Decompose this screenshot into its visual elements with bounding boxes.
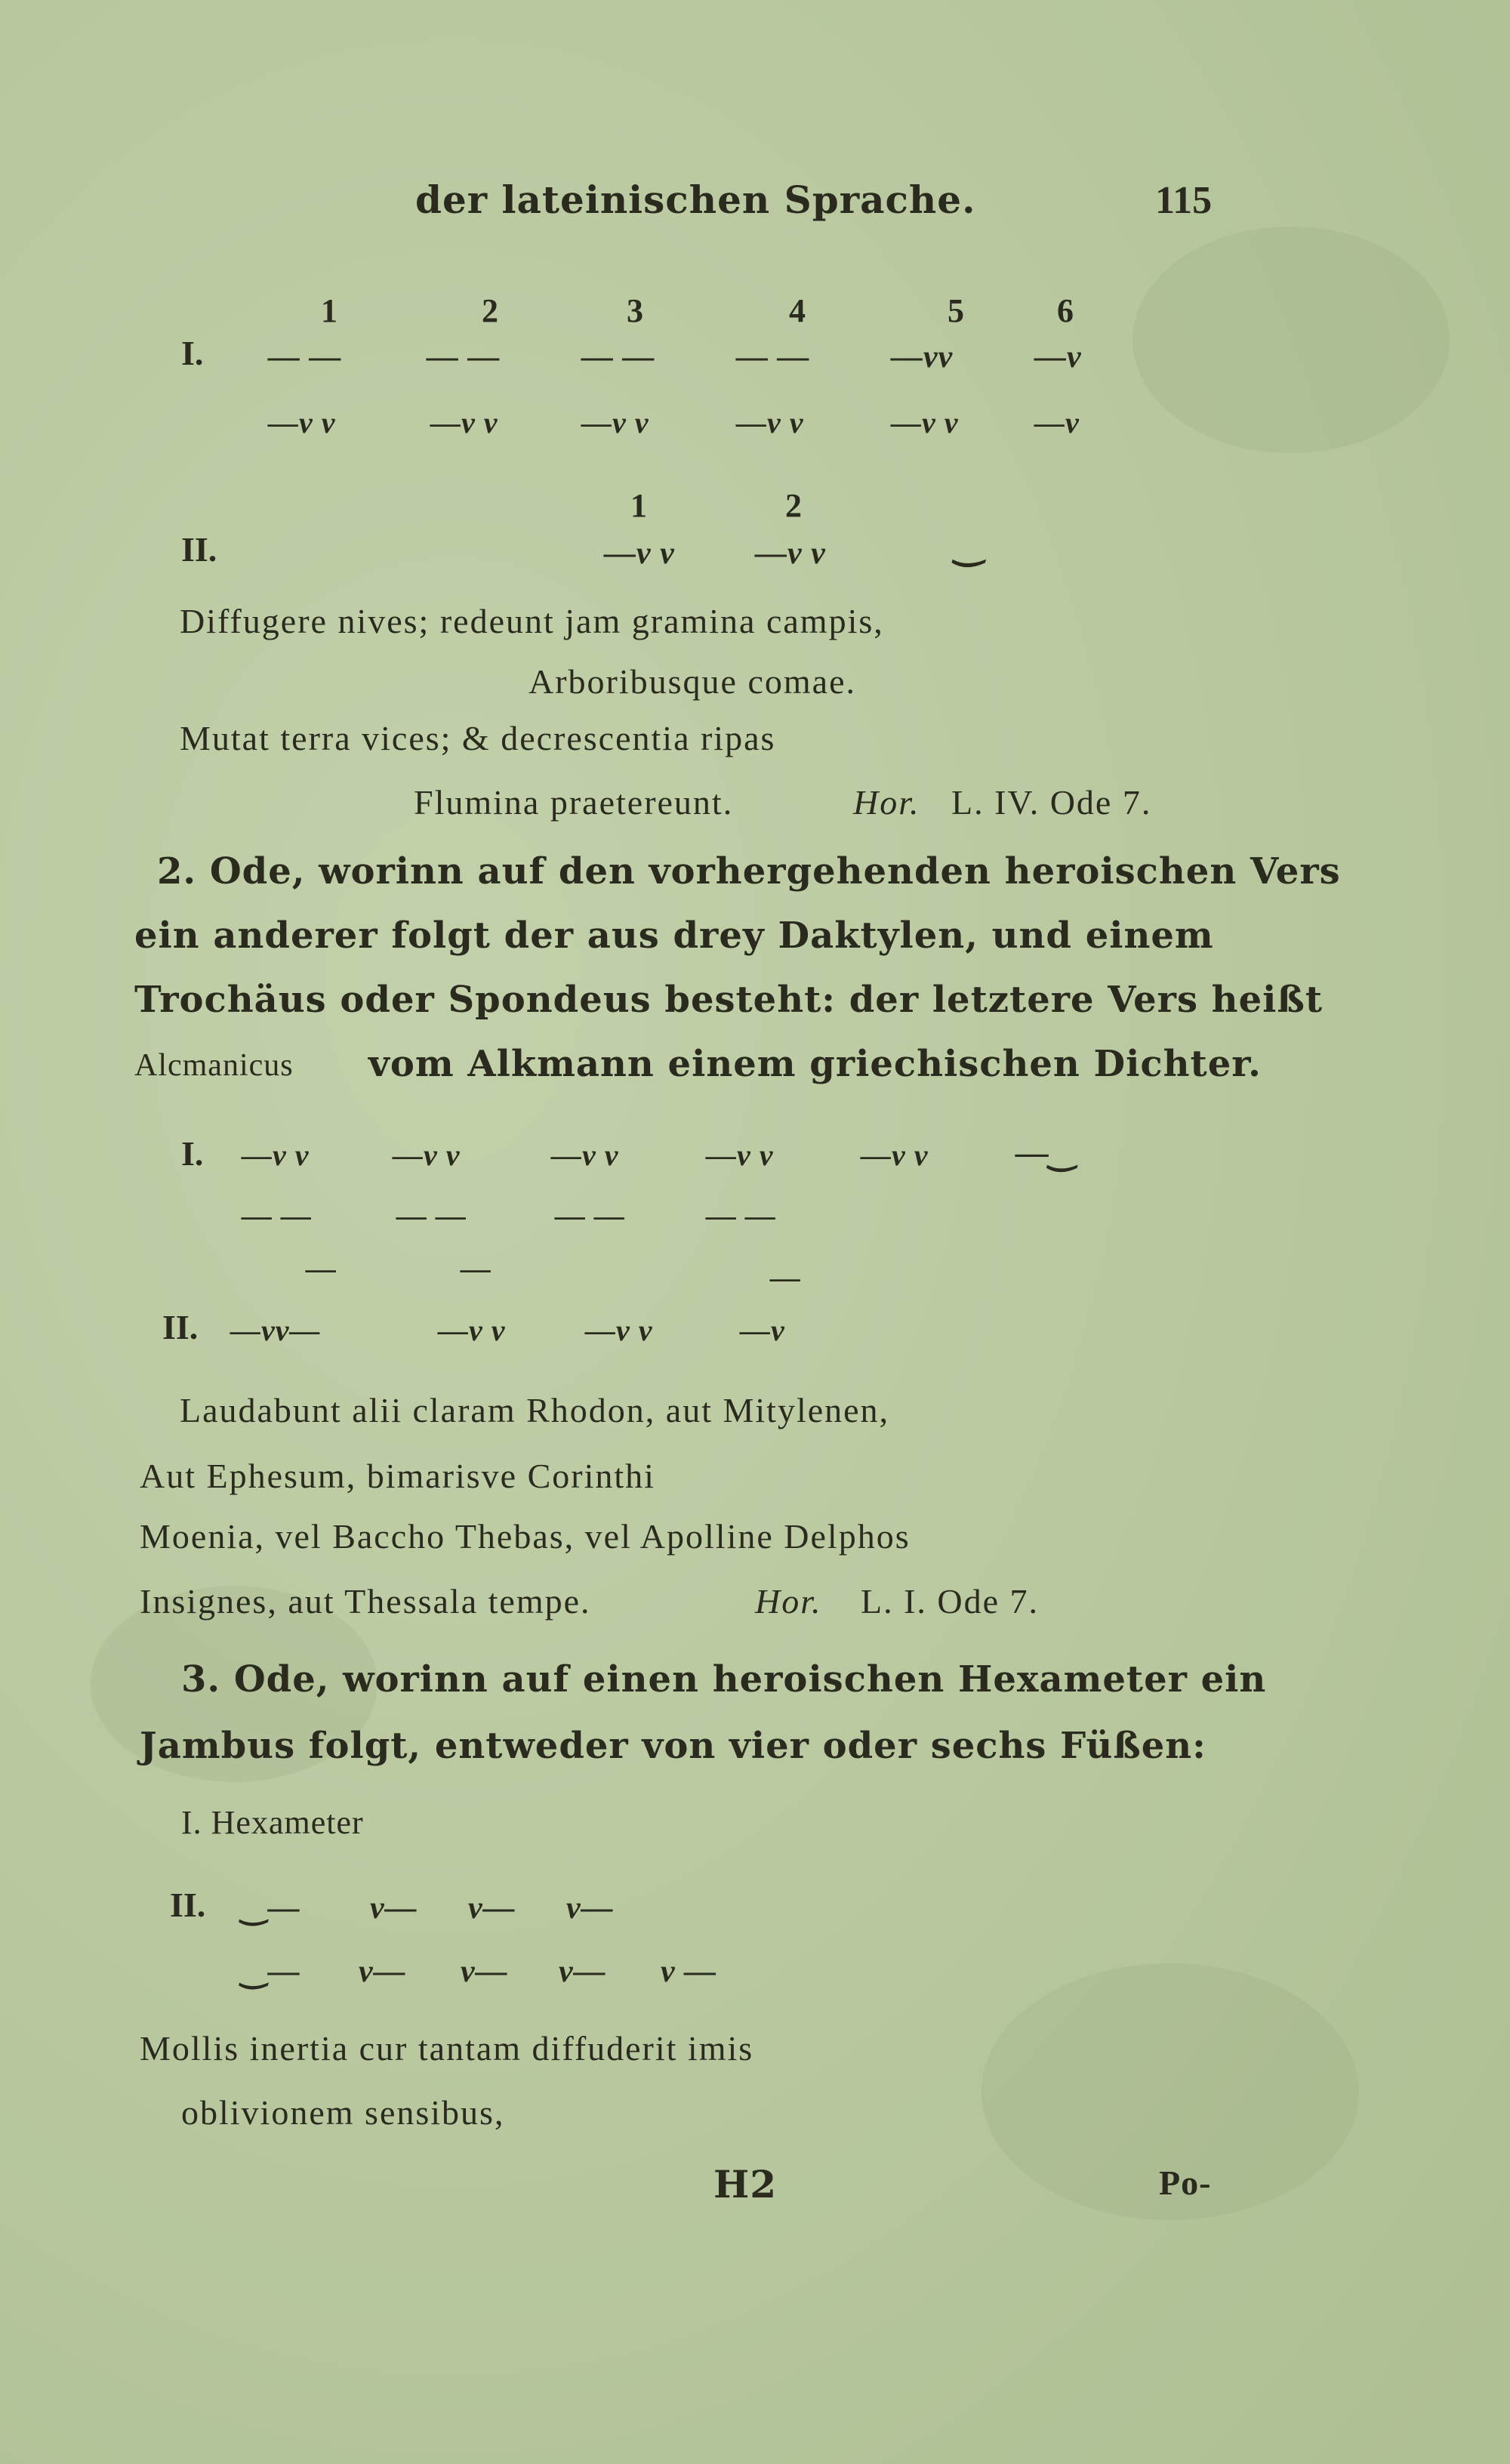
catchword: Po- [1159, 2163, 1212, 2202]
paragraph-line: Trochäus oder Spondeus besteht: der letztere Vers heißt [134, 979, 1323, 1021]
foot-number: 1 [321, 292, 337, 329]
metrical-foot: —v v [861, 1138, 929, 1172]
metrical-foot: —vv [891, 340, 954, 375]
metrical-foot: —v v [438, 1313, 506, 1347]
metrical-foot: —v v [430, 406, 498, 439]
foot-number: 1 [630, 487, 647, 524]
metrical-foot: ‿— [242, 1954, 300, 1989]
metrical-foot: — — [581, 340, 655, 375]
verse-line: oblivionem sensibus, [181, 2093, 505, 2132]
verse-line: Aut Ephesum, bimarisve Corinthi [140, 1457, 655, 1495]
paragraph-line: 2. Ode, worinn auf den vorhergehenden heroischen Vers [157, 850, 1341, 893]
metrical-foot: — — [396, 1198, 467, 1232]
metrical-foot: —v [1034, 406, 1080, 439]
metrical-foot: v— [359, 1954, 406, 1989]
verse-line: Diffugere nives; redeunt jam gramina campis, [180, 602, 884, 640]
paragraph-line: ein anderer folgt der aus drey Daktylen, und einem [134, 914, 1214, 957]
metrical-foot: —vv— [230, 1313, 321, 1347]
foot-number: 3 [627, 292, 643, 329]
metrical-foot: —v v [755, 536, 826, 571]
metrical-foot: —v [740, 1313, 785, 1347]
foot-number: 2 [482, 292, 498, 329]
foot-number: 5 [948, 292, 964, 329]
metrical-foot: v — [661, 1954, 717, 1989]
metrical-foot: — — [706, 1198, 776, 1232]
metrical-foot: ‿ [955, 526, 985, 566]
metrical-foot: v— [559, 1954, 606, 1989]
metrical-foot: v— [370, 1891, 418, 1926]
metrical-foot: — — [555, 1198, 625, 1232]
citation-author: Hor. [755, 1582, 822, 1621]
roman-numeral: I. [181, 334, 204, 372]
roman-numeral: I. [181, 1134, 204, 1173]
metrical-foot: ‿— [242, 1891, 300, 1926]
verse-line: Flumina praetereunt. [414, 783, 734, 822]
metrical-foot: — [770, 1260, 801, 1294]
metrical-foot: —‿ [1015, 1134, 1077, 1171]
metrical-foot: —v [1034, 340, 1082, 375]
verse-line: Arboribusque comae. [528, 662, 856, 701]
verse-line: Mutat terra vices; & decrescentia ripas [180, 719, 776, 757]
metrical-foot: — [461, 1251, 492, 1285]
metrical-foot: — [306, 1251, 337, 1285]
paragraph-latin-term: Alcmanicus [134, 1048, 294, 1083]
roman-numeral: II. [162, 1308, 199, 1346]
citation-reference: L. I. Ode 7. [861, 1582, 1040, 1621]
metrical-foot: —v v [268, 406, 336, 439]
verse-line: Insignes, aut Thessala tempe. [140, 1582, 591, 1621]
metrical-foot: — — [736, 340, 810, 375]
citation-author: Hor. [853, 783, 920, 822]
foot-number: 2 [785, 487, 802, 524]
page-number: 115 [1155, 179, 1213, 222]
metrical-foot: —v v [604, 536, 675, 571]
list-item: I. Hexameter [181, 1804, 364, 1841]
roman-numeral: II. [170, 1886, 206, 1924]
paragraph-line: vom Alkmann einem griechischen Dichter. [368, 1043, 1262, 1085]
metrical-foot: — — [427, 340, 501, 375]
metrical-foot: — — [268, 340, 342, 375]
citation-reference: L. IV. Ode 7. [951, 783, 1152, 822]
metrical-foot: v— [566, 1891, 614, 1926]
metrical-foot: —v v [736, 406, 804, 439]
metrical-foot: —v v [585, 1313, 653, 1347]
paragraph-line: 3. Ode, worinn auf einen heroischen Hexameter ein [181, 1658, 1267, 1701]
metrical-foot: — — [242, 1198, 312, 1232]
metrical-foot: —v v [706, 1138, 774, 1172]
verse-line: Laudabunt alii claram Rhodon, aut Mitylenen, [180, 1391, 890, 1429]
metrical-foot: —v v [551, 1138, 619, 1172]
running-title: der lateinischen Sprache. [415, 177, 976, 222]
metrical-foot: —v v [891, 406, 959, 439]
paragraph-line: Jambus folgt, entweder von vier oder sechs Füßen: [140, 1725, 1206, 1767]
metrical-foot: —v v [393, 1138, 461, 1172]
roman-numeral: II. [181, 530, 217, 569]
metrical-foot: —v v [242, 1138, 310, 1172]
foot-number: 4 [789, 292, 806, 329]
metrical-foot: v— [468, 1891, 516, 1926]
signature-mark: H2 [713, 2162, 778, 2206]
verse-line: Moenia, vel Baccho Thebas, vel Apolline Delphos [140, 1517, 911, 1556]
foot-number: 6 [1057, 292, 1074, 329]
paper-stain [1132, 227, 1450, 453]
verse-line: Mollis inertia cur tantam diffuderit imis [140, 2029, 754, 2068]
metrical-foot: v— [461, 1954, 508, 1989]
metrical-foot: —v v [581, 406, 649, 439]
